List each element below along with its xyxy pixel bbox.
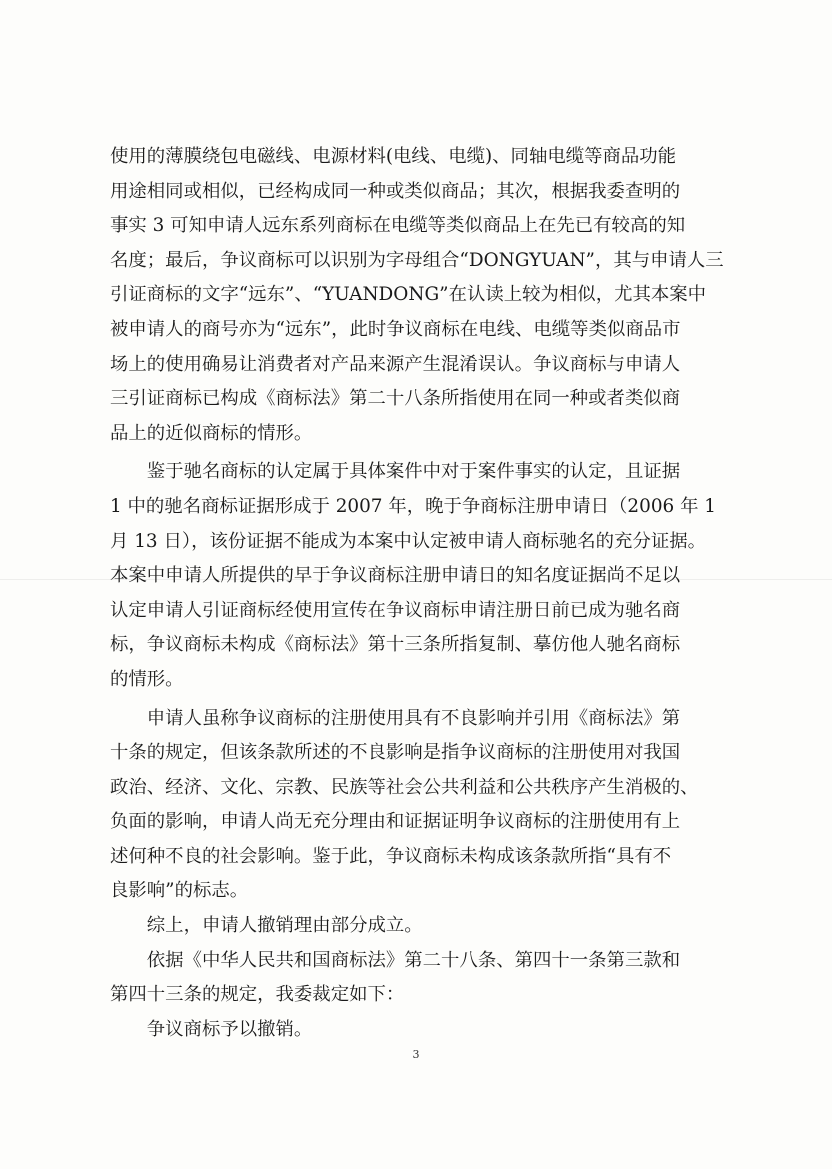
text-line: 的情形。 <box>110 668 184 690</box>
paragraph-start-line: 依据《中华人民共和国商标法》第二十八条、第四十一条第三款和 <box>110 949 681 971</box>
page-number: 3 <box>412 1048 420 1061</box>
text-line: 月 13 日），该份证据不能成为本案中认定被申请人商标驰名的充分证据。 <box>110 530 707 552</box>
text-line: 本案中申请人所提供的早于争议商标注册申请日的知名度证据尚不足以 <box>110 565 681 587</box>
text-line: 三引证商标已构成《商标法》第二十八条所指使用在同一种或者类似商 <box>110 388 681 410</box>
text-line: 品上的近似商标的情形。 <box>110 422 313 444</box>
text-line: 名度；最后，争议商标可以识别为字母组合“DONGYUAN”，其与申请人三 <box>110 249 724 271</box>
text-line: 良影响”的标志。 <box>110 880 249 902</box>
text-line: 事实 3 可知申请人远东系列商标在电缆等类似商品上在先已有较高的知 <box>110 215 686 237</box>
paragraph-start-line: 申请人虽称争议商标的注册使用具有不良影响并引用《商标法》第 <box>110 707 681 729</box>
text-line: 十条的规定，但该条款所述的不良影响是指争议商标的注册使用对我国 <box>110 742 681 764</box>
body-text <box>110 140 724 1047</box>
text-line: 被申请人的商号亦为“远东”，此时争议商标在电线、电缆等类似商品市 <box>110 318 681 340</box>
text-line: 标，争议商标未构成《商标法》第十三条所指复制、摹仿他人驰名商标 <box>110 634 681 656</box>
text-line: 引证商标的文字“远东”、“YUANDONG”在认读上较为相似，尤其本案中 <box>110 284 707 306</box>
paragraph-start-line: 鉴于驰名商标的认定属于具体案件中对于案件事实的认定，且证据 <box>110 461 681 483</box>
paragraph-start-line: 综上，申请人撤销理由部分成立。 <box>110 915 423 937</box>
text-line: 1 中的驰名商标证据形成于 2007 年，晚于争商标注册申请日（2006 年 1 <box>110 495 717 517</box>
text-line: 负面的影响，申请人尚无充分理由和证据证明争议商标的注册使用有上 <box>110 811 681 833</box>
text-line: 第四十三条的规定，我委裁定如下： <box>110 984 405 1006</box>
text-line: 使用的薄膜绕包电磁线、电源材料(电线、电缆)、同轴电缆等商品功能 <box>110 146 677 167</box>
text-line: 政治、经济、文化、宗教、民族等社会公共利益和公共秩序产生消极的、 <box>110 776 699 798</box>
text-line: 场上的使用确易让消费者对产品来源产生混淆误认。争议商标与申请人 <box>110 353 681 375</box>
text-line: 述何种不良的社会影响。鉴于此，争议商标未构成该条款所指“具有不 <box>110 845 672 867</box>
text-line: 认定申请人引证商标经使用宣传在争议商标申请注册日前已成为驰名商 <box>110 599 681 621</box>
text-line: 用途相同或相似，已经构成同一种或类似商品；其次，根据我委查明的 <box>110 180 681 202</box>
paragraph-start-line: 争议商标予以撤销。 <box>110 1018 313 1040</box>
